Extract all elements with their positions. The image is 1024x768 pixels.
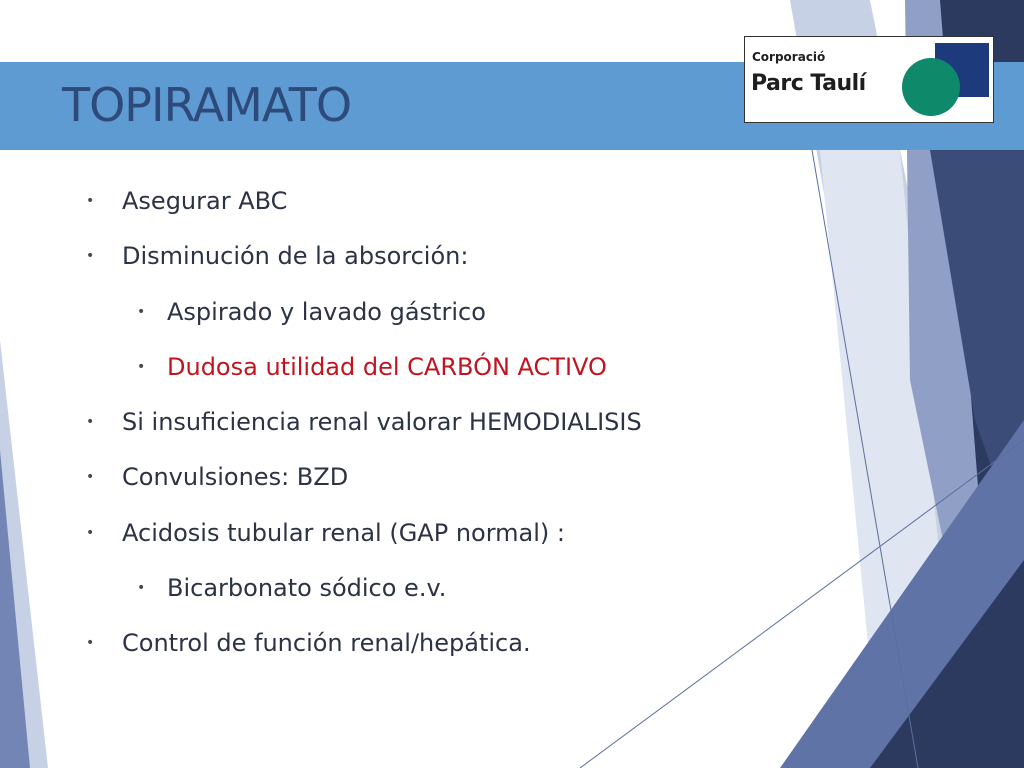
bullet-marker-icon: • [86,525,95,541]
bullet-text: Aspirado y lavado gástrico [167,298,486,326]
bullet-text: Dudosa utilidad del CARBÓN ACTIVO [167,353,607,381]
slide-title: TOPIRAMATO [62,78,352,132]
bullet-text: Control de función renal/hepática. [122,629,531,657]
bullet-marker-icon: • [86,248,95,264]
bullet-marker-icon: • [137,304,146,320]
bullet-text: Acidosis tubular renal (GAP normal) : [122,519,565,547]
bullet-item [86,462,349,492]
bullet-text: Convulsiones: BZD [122,463,349,491]
bullet-item [86,628,531,658]
bullet-text: Bicarbonato sódico e.v. [167,574,447,602]
bullet-marker-icon: • [86,469,95,485]
bullet-text: Asegurar ABC [122,187,288,215]
bullet-marker-icon: • [137,359,146,375]
bullet-item [86,518,565,548]
logo-text-corporacio: Corporació [752,50,826,64]
bullet-marker-icon: • [137,580,146,596]
bullet-item [86,241,469,271]
sub-bullet-item [137,297,486,327]
sub-bullet-item [137,573,447,603]
bullet-item [86,407,642,437]
bullet-marker-icon: • [86,635,95,651]
logo-text-parc-tauli: Parc Taulí [751,71,866,96]
bullet-text: Si insuficiencia renal valorar HEMODIALISIS [122,408,642,436]
sub-bullet-item [137,352,607,382]
bullet-marker-icon: • [86,414,95,430]
bullet-item [86,186,288,216]
bullet-marker-icon: • [86,193,95,209]
bullet-text: Disminución de la absorción: [122,242,469,270]
